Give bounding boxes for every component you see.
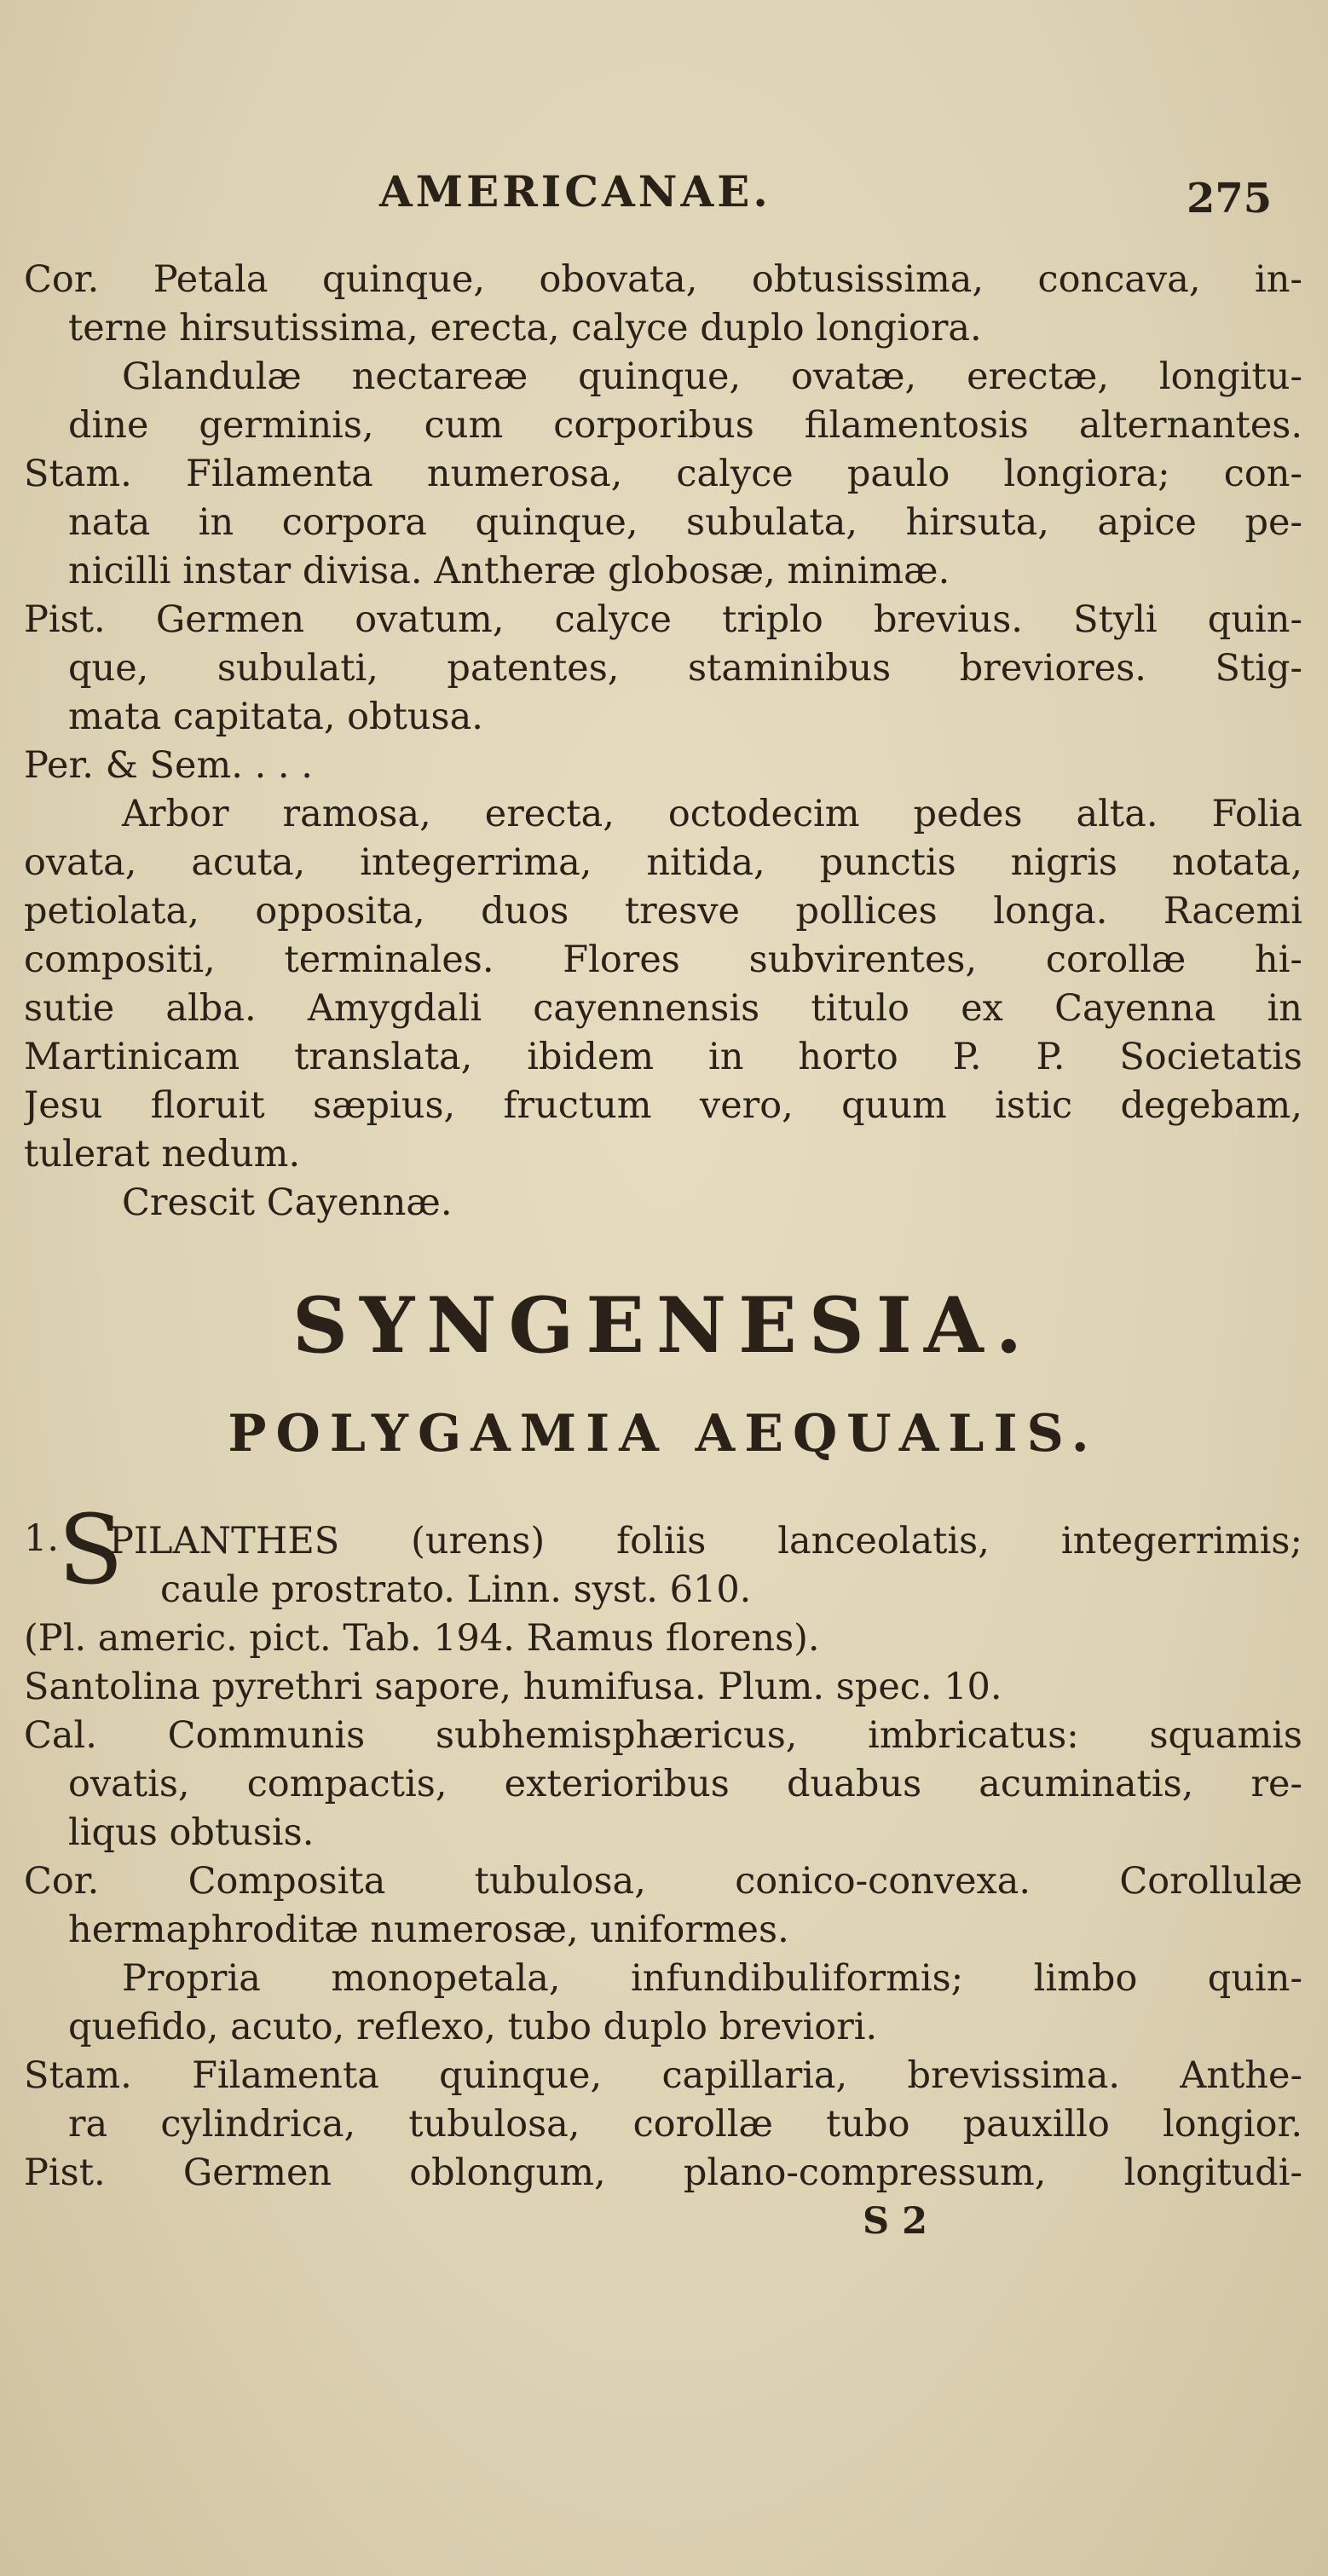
text-line: Jesu floruit sæpius, fructum vero, quum istic degebam, [24, 1084, 1302, 1127]
entry-first-line: PILANTHES (urens) foliis lanceolatis, integerrimis; [109, 1520, 1302, 1562]
text-line: Propria monopetala, infundibuliformis; limbo quin- [122, 1957, 1302, 2000]
text-line: dine germinis, cum corporibus filamentosis alternantes. [68, 404, 1302, 447]
text-line: Santolina pyrethri sapore, humifusa. Plum. spec. 10. [24, 1666, 1002, 1708]
text-line: Pist. Germen oblongum, plano-compressum, longitudi- [24, 2151, 1302, 2194]
text-line: Glandulæ nectareæ quinque, ovatæ, erectæ, longitu- [122, 355, 1302, 398]
running-head: AMERICANAE. [379, 166, 771, 217]
text-line: tulerat nedum. [24, 1133, 301, 1175]
text-line: Pist. Germen ovatum, calyce triplo brevius. Styli quin- [24, 598, 1302, 641]
text-line: que, subulati, patentes, staminibus breviores. Stig- [68, 647, 1302, 690]
text-line: ra cylindrica, tubulosa, corollæ tubo pauxillo longior. [68, 2103, 1302, 2146]
page-header [0, 166, 1328, 226]
text-line: ovata, acuta, integerrima, nitida, punctis nigris notata, [24, 841, 1302, 884]
text-line: liqus obtusis. [68, 1811, 315, 1854]
text-line: Crescit Cayennæ. [122, 1181, 453, 1224]
text-line: Cor. Petala quinque, obovata, obtusissima, concava, in- [24, 258, 1302, 301]
text-line: Stam. Filamenta numerosa, calyce paulo longiora; con- [24, 453, 1302, 495]
text-line: mata capitata, obtusa. [68, 696, 483, 738]
page-number: 275 [1187, 175, 1273, 222]
text-line: (Pl. americ. pict. Tab. 194. Ramus florens). [24, 1617, 820, 1660]
text-line: quefido, acuto, reflexo, tubo duplo breviori. [68, 2006, 878, 2048]
entry-number: 1. [24, 1517, 60, 1560]
text-line: Martinicam translata, ibidem in horto P. P. Societatis [24, 1036, 1302, 1078]
text-line: Per. & Sem. . . . [24, 744, 313, 787]
signature-mark: S 2 [863, 2200, 927, 2243]
text-line: ovatis, compactis, exterioribus duabus acuminatis, re- [68, 1763, 1302, 1805]
drop-cap: S [58, 1495, 124, 1606]
text-line: compositi, terminales. Flores subvirentes, corollæ hi- [24, 939, 1302, 981]
text-line: Arbor ramosa, erecta, octodecim pedes alta. Folia [122, 793, 1302, 835]
text-line: caule prostrato. Linn. syst. 610. [160, 1568, 752, 1611]
text-line: petiolata, opposita, duos tresve pollices longa. Racemi [24, 890, 1302, 933]
text-line: Cal. Communis subhemisphæricus, imbricatus: squamis [24, 1714, 1302, 1757]
text-line: terne hirsutissima, erecta, calyce duplo longiora. [68, 307, 982, 349]
text-line: hermaphroditæ numerosæ, uniformes. [68, 1909, 789, 1951]
text-line: nata in corpora quinque, subulata, hirsuta, apice pe- [68, 501, 1302, 544]
text-line: sutie alba. Amygdali cayennensis titulo ex Cayenna in [24, 987, 1302, 1030]
section-subtitle: POLYGAMIA AEQUALIS. [228, 1404, 1099, 1464]
text-line: Cor. Composita tubulosa, conico-convexa. Corollulæ [24, 1860, 1302, 1903]
text-block [24, 256, 1302, 2246]
text-line: nicilli instar divisa. Antheræ globosæ, minimæ. [68, 550, 950, 592]
section-title: SYNGENESIA. [292, 1280, 1035, 1371]
text-line: Stam. Filamenta quinque, capillaria, brevissima. Anthe- [24, 2054, 1302, 2097]
